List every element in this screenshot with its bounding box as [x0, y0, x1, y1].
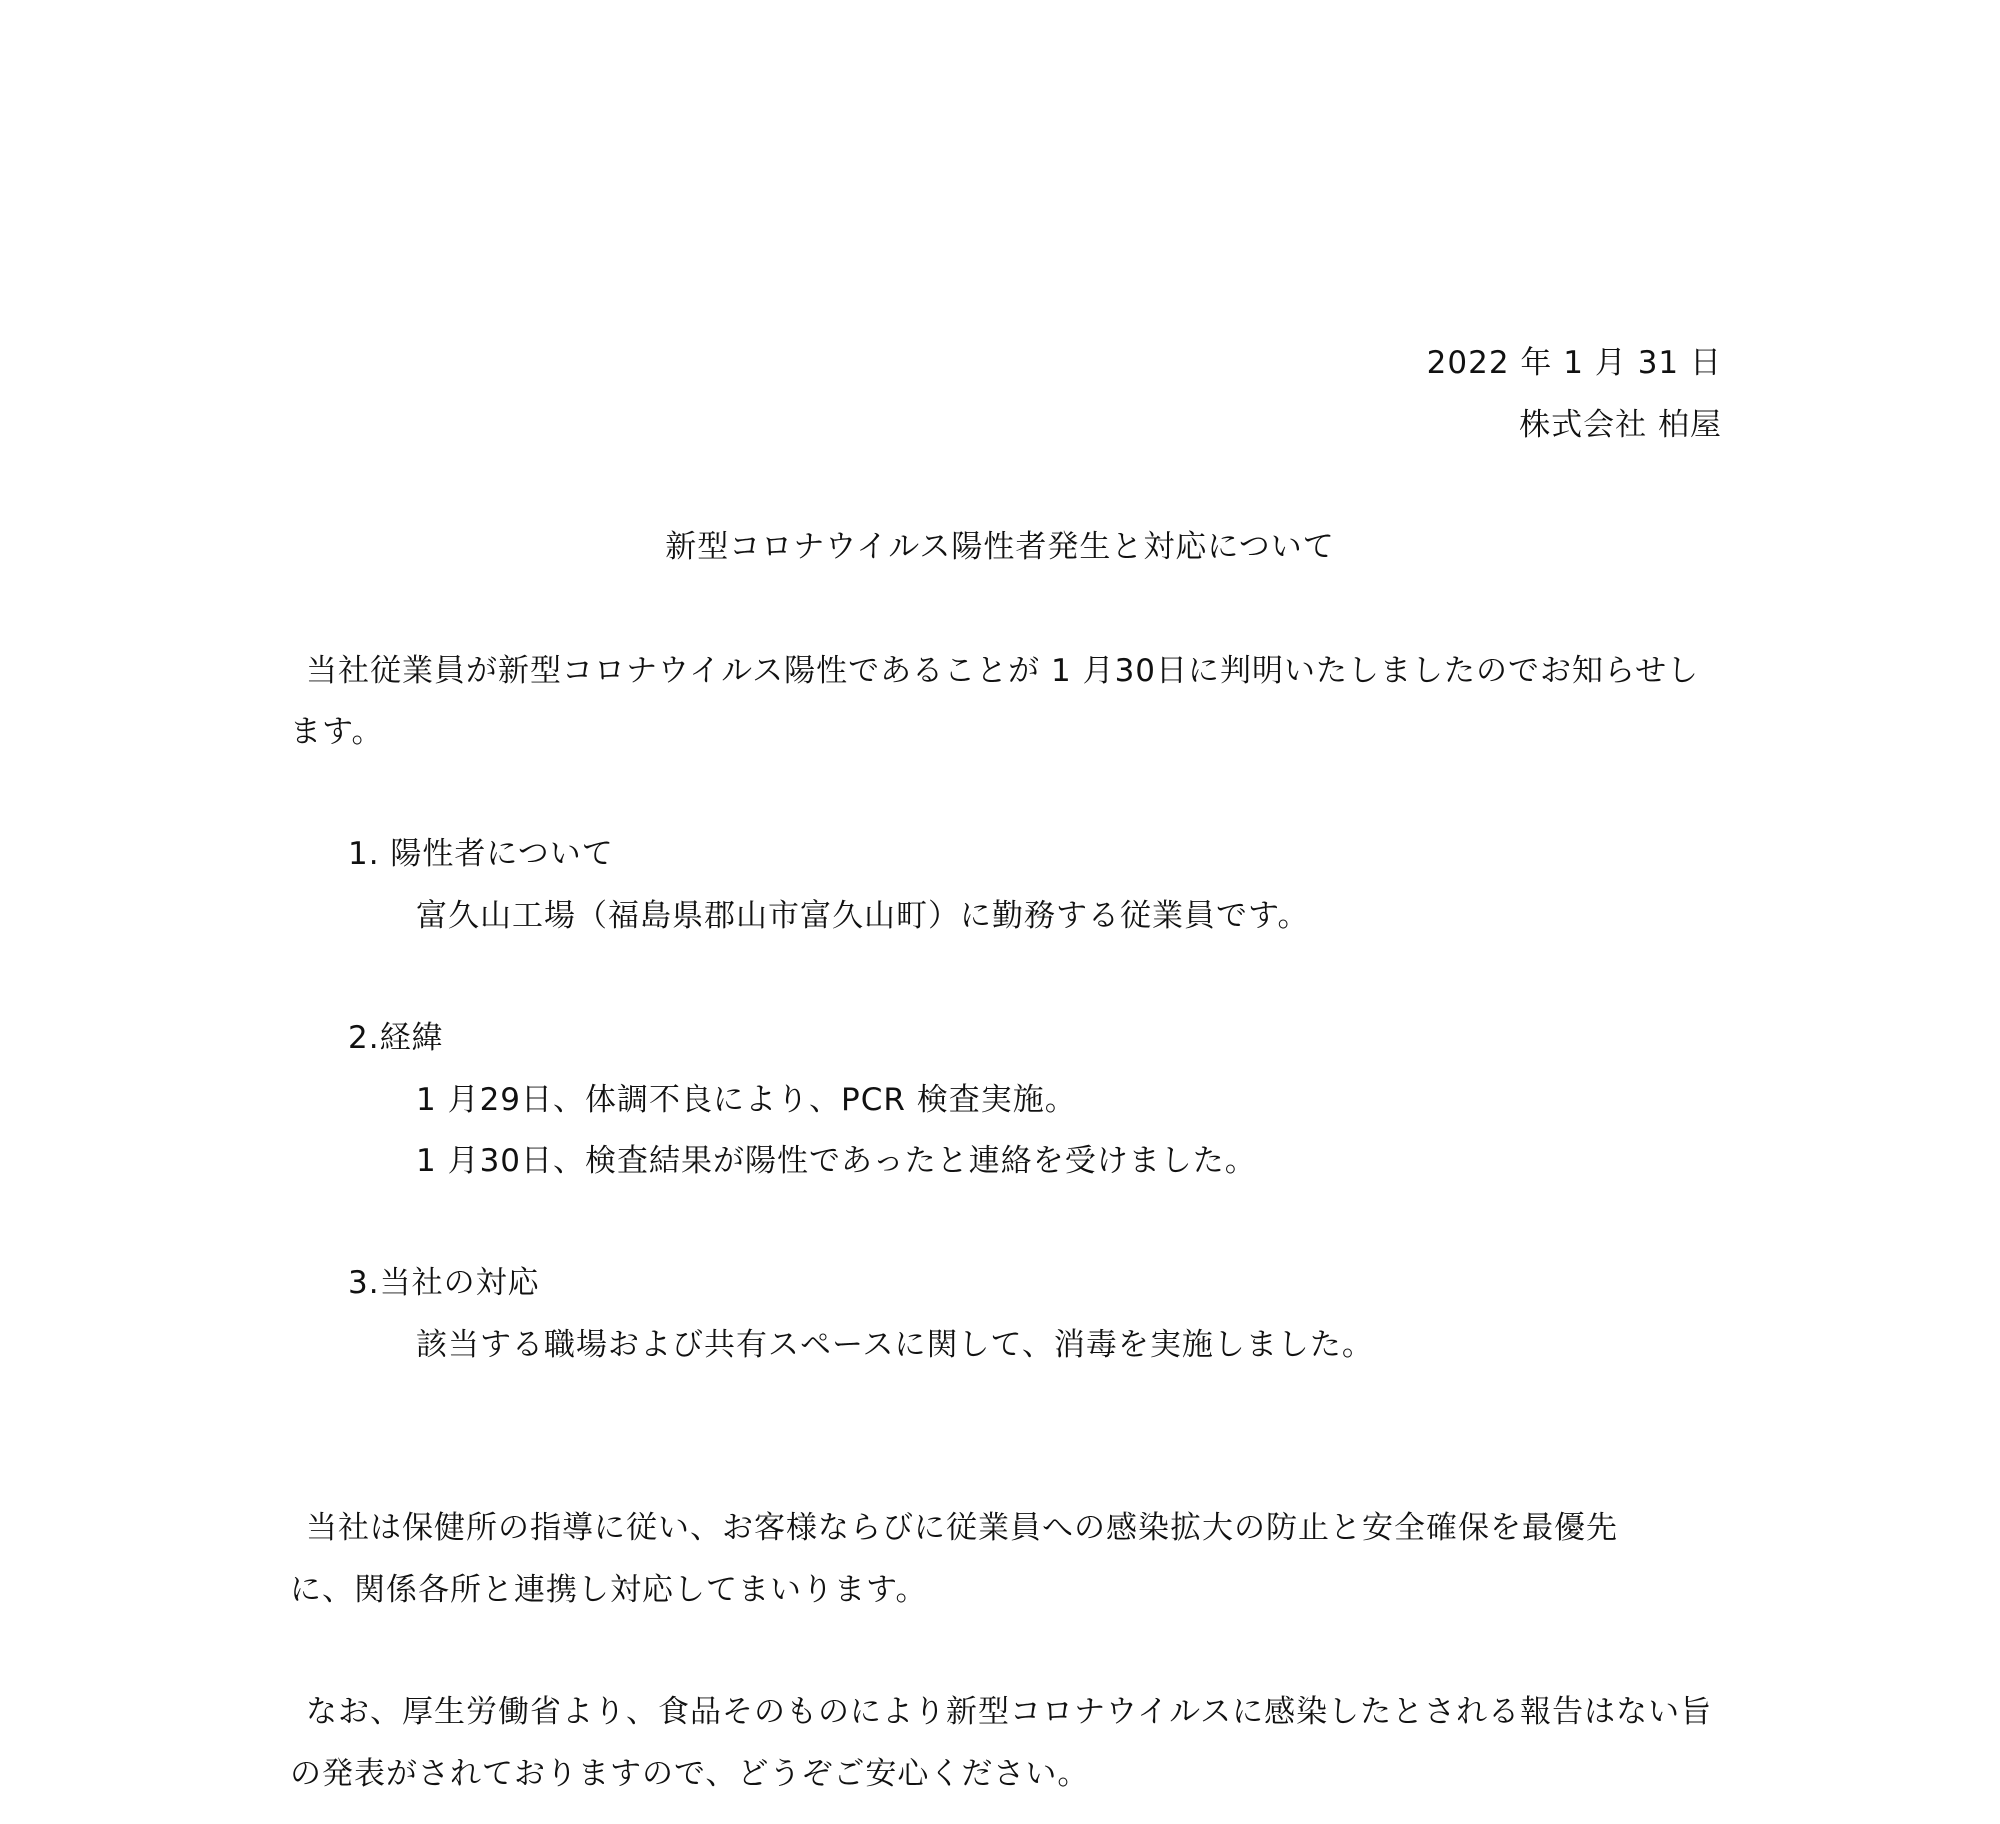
section-1-heading: 1. 陽性者について — [348, 836, 614, 872]
closing-para-1-line-1: 当社は保健所の指導に従い、お客様ならびに従業員への感染拡大の防止と安全確保を最優先 — [306, 1510, 1618, 1546]
section-3-line-1: 該当する職場および共有スペースに関して、消毒を実施しました。 — [416, 1327, 1374, 1363]
document-date: 2022 年 1 月 31 日 — [1426, 345, 1722, 381]
section-1-line-1: 富久山工場（福島県郡山市富久山町）に勤務する従業員です。 — [416, 898, 1310, 934]
closing-para-1-line-2: に、関係各所と連携し対応してまいります。 — [290, 1572, 928, 1608]
intro-line-2: ます。 — [290, 714, 384, 750]
section-2-line-1: 1 月29日、体調不良により、PCR 検査実施。 — [416, 1082, 1077, 1118]
section-2-heading: 2.経緯 — [348, 1020, 444, 1056]
section-2-line-2: 1 月30日、検査結果が陽性であったと連絡を受けました。 — [416, 1143, 1257, 1179]
document-title: 新型コロナウイルス陽性者発生と対応について — [665, 529, 1335, 565]
closing-para-2-line-2: の発表がされておりますので、どうぞご安心ください。 — [290, 1756, 1090, 1792]
section-3-heading: 3.当社の対応 — [348, 1265, 540, 1301]
company-name: 株式会社 柏屋 — [1519, 407, 1722, 443]
intro-line-1: 当社従業員が新型コロナウイルス陽性であることが 1 月30日に判明いたしましたのでお知らせし — [306, 653, 1700, 689]
closing-para-2-line-1: なお、厚生労働省より、食品そのものにより新型コロナウイルスに感染したとされる報告はない旨 — [306, 1694, 1713, 1730]
